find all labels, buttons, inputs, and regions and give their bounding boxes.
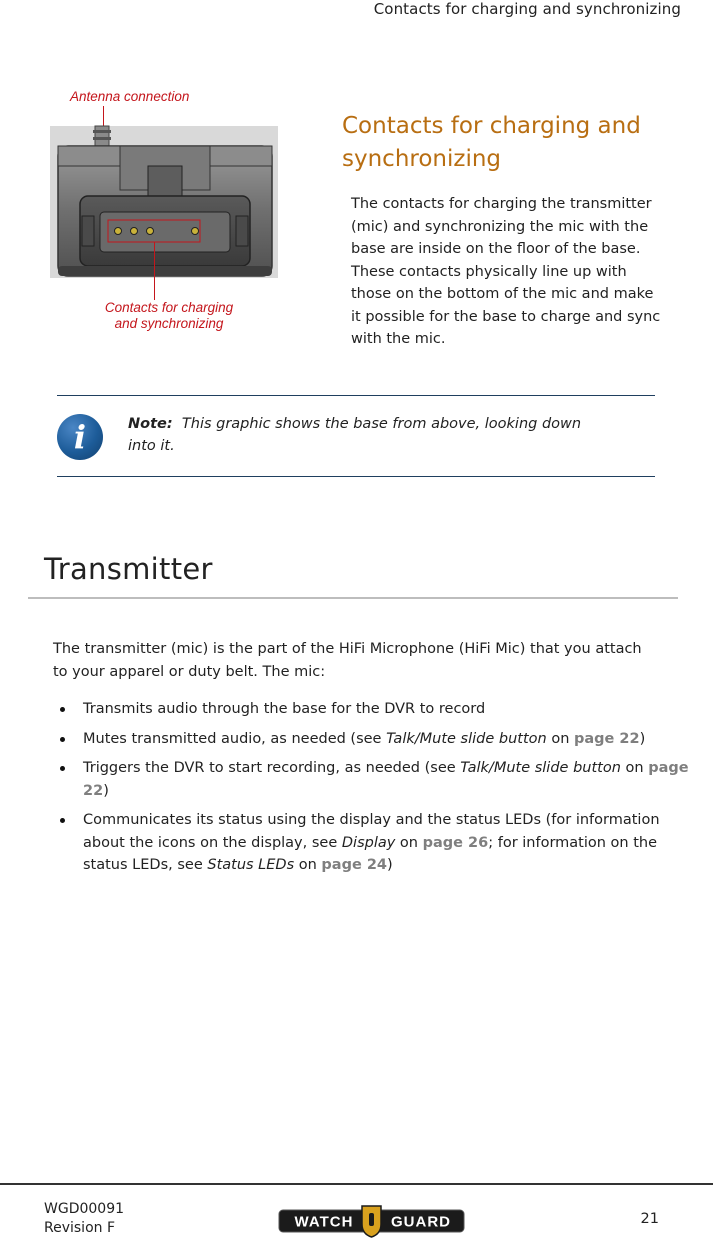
note-body: This graphic shows the base from above, looking down into it.: [128, 416, 582, 454]
list-item: [58, 757, 698, 802]
list-item: [58, 698, 698, 721]
doc-revision: Revision F: [44, 1220, 116, 1236]
callout-contacts-line2: and synchronizing: [114, 316, 224, 331]
page-number: 21: [640, 1211, 659, 1227]
callout-contacts: [94, 300, 244, 332]
list-item-text: Transmits audio through the base for the DVR to record: [83, 701, 486, 717]
watchguard-logo: [278, 1204, 465, 1238]
subsection-body: The contacts for charging the transmitter (mic) and synchronizing the mic with the base are inside on the floor of the base. These contacts physically line up with those on the bottom of the mic and make it possible for the base to charge and sync with the mic.: [351, 196, 661, 347]
cross-ref-link[interactable]: Display: [341, 834, 396, 851]
list-item-text: ): [639, 730, 646, 747]
bullet-icon: [60, 707, 65, 712]
list-item: [58, 809, 698, 877]
page-ref-link[interactable]: page 26: [422, 834, 489, 851]
list-item-text: Mutes transmitted audio, as needed (see: [83, 730, 387, 747]
list-item: [58, 728, 698, 751]
page-ref-link[interactable]: page 22: [574, 730, 640, 747]
list-item-text: ; for information on the status LEDs, see: [83, 834, 658, 873]
bullet-icon: [60, 766, 65, 771]
list-item-text: Communicates its status using the display and the status LEDs (for information about the icons on the display, see: [83, 812, 660, 851]
page-ref-link[interactable]: page 22: [83, 760, 689, 799]
note-label: Note:: [128, 416, 173, 432]
list-item-text: ): [387, 857, 393, 873]
mic-icon: [369, 1213, 374, 1226]
subsection-heading: Contacts for charging and synchronizing: [342, 113, 641, 172]
logo-text-right: GUARD: [391, 1213, 451, 1231]
base-top-view-figure: [50, 86, 286, 342]
feature-list: [58, 698, 698, 884]
logo-text-left: WATCH: [294, 1213, 354, 1231]
footer-divider: [0, 1183, 713, 1185]
cross-ref-link[interactable]: Talk/Mute slide button: [460, 760, 621, 776]
note-box: [57, 395, 655, 477]
cross-ref-link[interactable]: Talk/Mute slide button: [386, 730, 547, 747]
page-ref-link[interactable]: page 24: [321, 857, 388, 873]
callout-antenna-connection: Antenna connection: [70, 89, 190, 104]
list-item-text: on: [395, 834, 423, 851]
section-title: Transmitter: [44, 552, 213, 586]
section-divider: [28, 597, 678, 599]
list-item-text: on: [620, 760, 649, 776]
running-header: Contacts for charging and synchronizing: [373, 0, 681, 18]
section-intro: The transmitter (mic) is the part of the HiFi Microphone (HiFi Mic) that you attach to your apparel or duty belt. The mic:: [53, 641, 642, 680]
bullet-icon: [60, 818, 65, 823]
list-item-text: ): [103, 782, 109, 799]
callout-contacts-line1: Contacts for charging: [104, 300, 234, 315]
doc-id: WGD00091: [44, 1201, 125, 1217]
list-item-text: on: [546, 730, 574, 747]
base-illustration: [50, 116, 286, 316]
note-text: [128, 413, 608, 457]
info-icon: i: [57, 414, 103, 460]
cross-ref-link[interactable]: Status LEDs: [207, 857, 295, 873]
list-item-text: on: [294, 857, 322, 873]
list-item-text: Triggers the DVR to start recording, as needed (see: [83, 760, 461, 776]
callout-contacts-leader: [154, 242, 155, 300]
bullet-icon: [60, 737, 65, 742]
footer-doc-info: [44, 1200, 124, 1238]
